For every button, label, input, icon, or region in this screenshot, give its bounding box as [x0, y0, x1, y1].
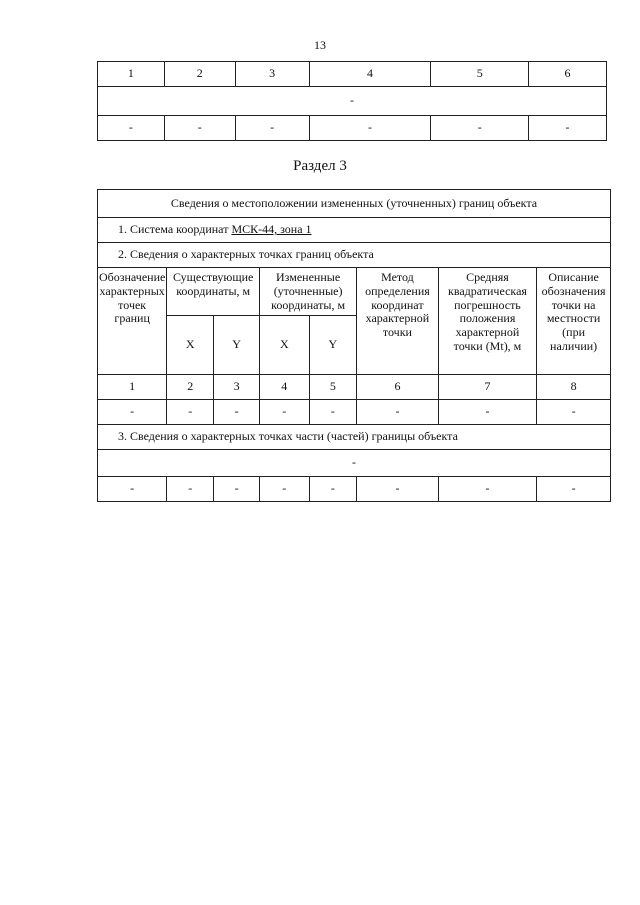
column-number: 8 — [537, 375, 611, 400]
table-row — [98, 190, 611, 218]
table-row — [98, 450, 611, 477]
coord-system-label: 1. Система координат — [118, 222, 232, 237]
table-row — [98, 243, 611, 268]
part-title: 3. Сведения о характерных точках части (частей) границы объекта — [98, 425, 611, 450]
header-cell: 1 — [98, 62, 165, 87]
table-cell: - — [260, 400, 310, 425]
table-row — [98, 116, 607, 141]
table-cell: - — [357, 400, 439, 425]
coord-system-value: МСК-44, зона 1 — [231, 222, 312, 237]
table-cell: - — [438, 477, 536, 502]
col-changed: Измененные (уточненные) координаты, м — [260, 268, 357, 316]
header-cell: 3 — [235, 62, 309, 87]
header-cell: 6 — [529, 62, 607, 87]
page-number: 13 — [314, 38, 326, 52]
table-cell: - — [309, 116, 431, 141]
x2-label: X — [260, 316, 310, 375]
points-title: 2. Сведения о характерных точках границ объекта — [98, 243, 611, 268]
column-number: 6 — [357, 375, 439, 400]
table-cell: - — [260, 477, 310, 502]
coord-system-cell — [98, 218, 611, 243]
table-row — [98, 87, 607, 116]
table-cell: - — [98, 400, 167, 425]
column-number: 3 — [214, 375, 260, 400]
table-title: Сведения о местоположении измененных (уточненных) границ объекта — [98, 190, 611, 218]
header-cell: 5 — [431, 62, 529, 87]
header-cell: 2 — [164, 62, 235, 87]
column-number: 1 — [98, 375, 167, 400]
table-cell: - — [537, 477, 611, 502]
y2-label: Y — [309, 316, 357, 375]
table-cell: - — [431, 116, 529, 141]
table-row — [98, 62, 607, 87]
table-cell: - — [309, 400, 357, 425]
col-existing: Существующие координаты, м — [167, 268, 260, 316]
table-cell: - — [167, 477, 214, 502]
column-number: 2 — [167, 375, 214, 400]
table-cell: - — [438, 400, 536, 425]
x-label: X — [167, 316, 214, 375]
column-number: 5 — [309, 375, 357, 400]
table-cell: - — [529, 116, 607, 141]
table-cell: - — [167, 400, 214, 425]
merged-cell: - — [98, 87, 607, 116]
col-error: Средняя квадратическая погрешность положения характерной точки (Mt), м — [438, 268, 536, 375]
table-cell: - — [357, 477, 439, 502]
table-row — [98, 218, 611, 243]
table-cell: - — [214, 400, 260, 425]
header-cell: 4 — [309, 62, 431, 87]
table-row — [98, 268, 611, 316]
merged-cell: - — [98, 450, 611, 477]
table-row — [98, 477, 611, 502]
column-number: 7 — [438, 375, 536, 400]
table-row — [98, 400, 611, 425]
table-row — [98, 375, 611, 400]
col-description: Описание обозначения точки на местности (при наличии) — [537, 268, 611, 375]
table-row — [98, 425, 611, 450]
table-cell: - — [537, 400, 611, 425]
table-cell: - — [214, 477, 260, 502]
boundary-table — [97, 189, 611, 502]
column-number: 4 — [260, 375, 310, 400]
section-title: Раздел 3 — [293, 158, 347, 174]
y-label: Y — [214, 316, 260, 375]
table-cell: - — [164, 116, 235, 141]
col-method: Метод определения координат характерной точки — [357, 268, 439, 375]
table-cell: - — [309, 477, 357, 502]
table-cell: - — [98, 116, 165, 141]
col-designation: Обозначение характерных точек границ — [98, 268, 167, 375]
table-cell: - — [235, 116, 309, 141]
table-cell: - — [98, 477, 167, 502]
continuation-table — [97, 61, 607, 141]
